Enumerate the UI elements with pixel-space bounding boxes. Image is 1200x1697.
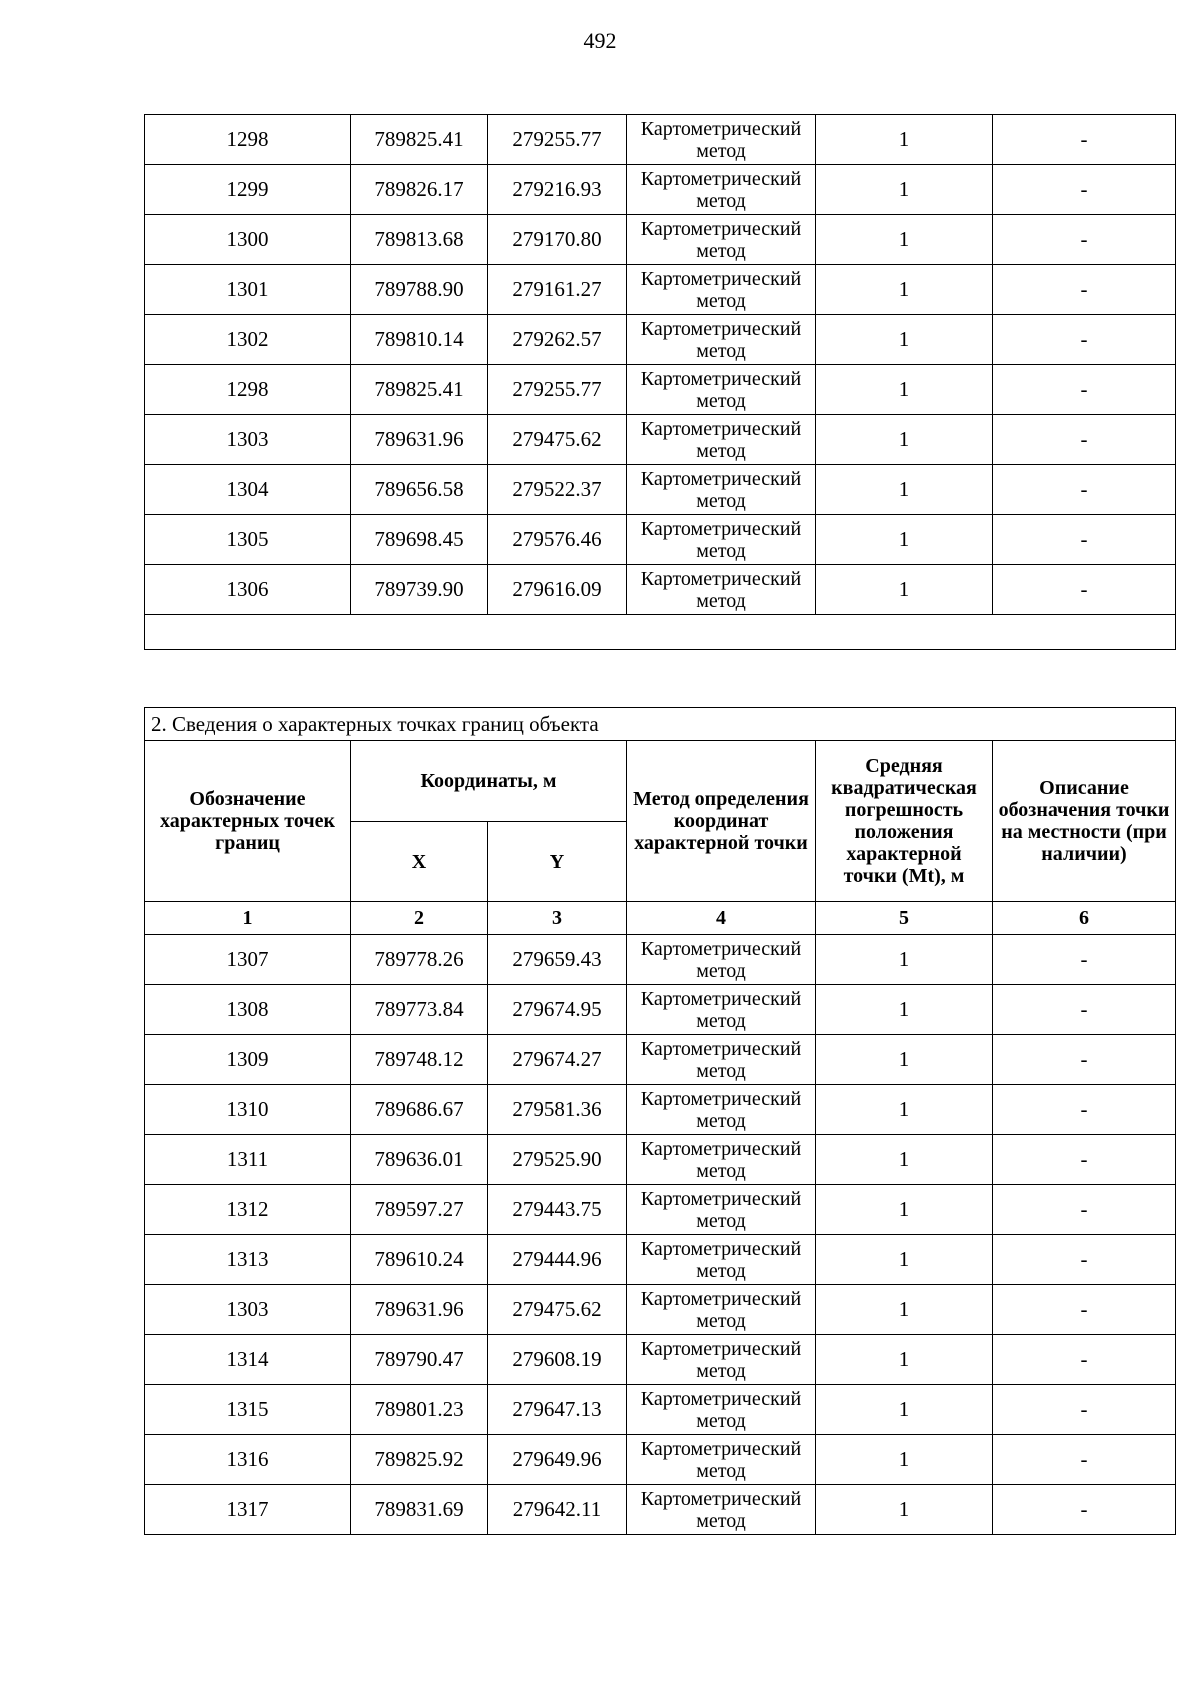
point-id-cell: 1310 xyxy=(145,1085,351,1135)
table-row xyxy=(145,985,1176,1035)
y-coordinate-cell: 279674.27 xyxy=(488,1035,627,1085)
mean-error-cell: 1 xyxy=(816,415,993,465)
mean-error-cell: 1 xyxy=(816,1035,993,1085)
method-cell: Картометрический метод xyxy=(627,415,816,465)
coordinates-table-continued xyxy=(144,114,1176,650)
x-coordinate-cell: 789831.69 xyxy=(351,1485,488,1535)
mean-error-cell: 1 xyxy=(816,1285,993,1335)
point-id-cell: 1301 xyxy=(145,265,351,315)
x-coordinate-cell: 789636.01 xyxy=(351,1135,488,1185)
table-row xyxy=(145,1385,1176,1435)
table-row xyxy=(145,1035,1176,1085)
table-row xyxy=(145,1435,1176,1485)
header-point-designation: Обозначение характерных точек границ xyxy=(145,741,351,902)
header-x: X xyxy=(351,822,488,902)
y-coordinate-cell: 279642.11 xyxy=(488,1485,627,1535)
point-id-cell: 1305 xyxy=(145,515,351,565)
x-coordinate-cell: 789748.12 xyxy=(351,1035,488,1085)
table-row xyxy=(145,365,1176,415)
method-cell: Картометрический метод xyxy=(627,1385,816,1435)
point-id-cell: 1317 xyxy=(145,1485,351,1535)
mean-error-cell: 1 xyxy=(816,1435,993,1485)
description-cell: - xyxy=(993,465,1176,515)
x-coordinate-cell: 789773.84 xyxy=(351,985,488,1035)
boundary-points-table xyxy=(144,707,1176,1535)
y-coordinate-cell: 279522.37 xyxy=(488,465,627,515)
x-coordinate-cell: 789698.45 xyxy=(351,515,488,565)
x-coordinate-cell: 789813.68 xyxy=(351,215,488,265)
mean-error-cell: 1 xyxy=(816,365,993,415)
description-cell: - xyxy=(993,985,1176,1035)
mean-error-cell: 1 xyxy=(816,465,993,515)
coordinates-table-body xyxy=(145,115,1176,650)
mean-error-cell: 1 xyxy=(816,1485,993,1535)
column-number: 3 xyxy=(488,902,627,935)
table-row xyxy=(145,515,1176,565)
description-cell: - xyxy=(993,215,1176,265)
y-coordinate-cell: 279443.75 xyxy=(488,1185,627,1235)
table-row xyxy=(145,1485,1176,1535)
point-id-cell: 1316 xyxy=(145,1435,351,1485)
x-coordinate-cell: 789739.90 xyxy=(351,565,488,615)
mean-error-cell: 1 xyxy=(816,1235,993,1285)
point-id-cell: 1303 xyxy=(145,1285,351,1335)
y-coordinate-cell: 279475.62 xyxy=(488,1285,627,1335)
y-coordinate-cell: 279161.27 xyxy=(488,265,627,315)
method-cell: Картометрический метод xyxy=(627,1335,816,1385)
y-coordinate-cell: 279255.77 xyxy=(488,365,627,415)
column-number: 4 xyxy=(627,902,816,935)
section-title-row xyxy=(145,708,1176,741)
description-cell: - xyxy=(993,115,1176,165)
mean-error-cell: 1 xyxy=(816,265,993,315)
x-coordinate-cell: 789826.17 xyxy=(351,165,488,215)
y-coordinate-cell: 279647.13 xyxy=(488,1385,627,1435)
table-row xyxy=(145,1085,1176,1135)
x-coordinate-cell: 789656.58 xyxy=(351,465,488,515)
mean-error-cell: 1 xyxy=(816,935,993,985)
method-cell: Картометрический метод xyxy=(627,165,816,215)
method-cell: Картометрический метод xyxy=(627,1185,816,1235)
description-cell: - xyxy=(993,1185,1176,1235)
point-id-cell: 1312 xyxy=(145,1185,351,1235)
column-numbers-row xyxy=(145,902,1176,935)
point-id-cell: 1307 xyxy=(145,935,351,985)
description-cell: - xyxy=(993,415,1176,465)
description-cell: - xyxy=(993,1435,1176,1485)
point-id-cell: 1313 xyxy=(145,1235,351,1285)
header-description: Описание обозначения точки на местности (при наличии) xyxy=(993,741,1176,902)
point-id-cell: 1314 xyxy=(145,1335,351,1385)
x-coordinate-cell: 789686.67 xyxy=(351,1085,488,1135)
description-cell: - xyxy=(993,515,1176,565)
y-coordinate-cell: 279608.19 xyxy=(488,1335,627,1385)
table-row xyxy=(145,165,1176,215)
boundary-points-table-body xyxy=(145,935,1176,1535)
table-row xyxy=(145,1135,1176,1185)
x-coordinate-cell: 789631.96 xyxy=(351,1285,488,1335)
x-coordinate-cell: 789825.41 xyxy=(351,365,488,415)
x-coordinate-cell: 789825.92 xyxy=(351,1435,488,1485)
table-row xyxy=(145,1285,1176,1335)
point-id-cell: 1300 xyxy=(145,215,351,265)
mean-error-cell: 1 xyxy=(816,215,993,265)
description-cell: - xyxy=(993,1035,1176,1085)
description-cell: - xyxy=(993,315,1176,365)
y-coordinate-cell: 279262.57 xyxy=(488,315,627,365)
y-coordinate-cell: 279576.46 xyxy=(488,515,627,565)
table-row xyxy=(145,935,1176,985)
method-cell: Картометрический метод xyxy=(627,1085,816,1135)
column-number: 5 xyxy=(816,902,993,935)
point-id-cell: 1298 xyxy=(145,115,351,165)
description-cell: - xyxy=(993,1135,1176,1185)
table-row xyxy=(145,465,1176,515)
table-row xyxy=(145,215,1176,265)
method-cell: Картометрический метод xyxy=(627,935,816,985)
point-id-cell: 1303 xyxy=(145,415,351,465)
header-method: Метод определения координат характерной точки xyxy=(627,741,816,902)
description-cell: - xyxy=(993,1235,1176,1285)
method-cell: Картометрический метод xyxy=(627,985,816,1035)
table-row xyxy=(145,1235,1176,1285)
point-id-cell: 1304 xyxy=(145,465,351,515)
y-coordinate-cell: 279475.62 xyxy=(488,415,627,465)
column-number: 1 xyxy=(145,902,351,935)
description-cell: - xyxy=(993,1085,1176,1135)
point-id-cell: 1315 xyxy=(145,1385,351,1435)
point-id-cell: 1308 xyxy=(145,985,351,1035)
x-coordinate-cell: 789810.14 xyxy=(351,315,488,365)
description-cell: - xyxy=(993,265,1176,315)
point-id-cell: 1298 xyxy=(145,365,351,415)
description-cell: - xyxy=(993,1285,1176,1335)
table-row xyxy=(145,1185,1176,1235)
x-coordinate-cell: 789790.47 xyxy=(351,1335,488,1385)
mean-error-cell: 1 xyxy=(816,1085,993,1135)
column-number: 6 xyxy=(993,902,1176,935)
mean-error-cell: 1 xyxy=(816,565,993,615)
method-cell: Картометрический метод xyxy=(627,265,816,315)
description-cell: - xyxy=(993,935,1176,985)
method-cell: Картометрический метод xyxy=(627,565,816,615)
table-row xyxy=(145,315,1176,365)
x-coordinate-cell: 789597.27 xyxy=(351,1185,488,1235)
method-cell: Картометрический метод xyxy=(627,1485,816,1535)
y-coordinate-cell: 279255.77 xyxy=(488,115,627,165)
section-title: 2. Сведения о характерных точках границ объекта xyxy=(145,708,1176,741)
mean-error-cell: 1 xyxy=(816,985,993,1035)
table-row xyxy=(145,265,1176,315)
method-cell: Картометрический метод xyxy=(627,1035,816,1085)
mean-error-cell: 1 xyxy=(816,1135,993,1185)
y-coordinate-cell: 279170.80 xyxy=(488,215,627,265)
point-id-cell: 1306 xyxy=(145,565,351,615)
mean-error-cell: 1 xyxy=(816,315,993,365)
point-id-cell: 1299 xyxy=(145,165,351,215)
point-id-cell: 1309 xyxy=(145,1035,351,1085)
empty-row xyxy=(145,615,1176,650)
y-coordinate-cell: 279649.96 xyxy=(488,1435,627,1485)
method-cell: Картометрический метод xyxy=(627,515,816,565)
x-coordinate-cell: 789631.96 xyxy=(351,415,488,465)
y-coordinate-cell: 279616.09 xyxy=(488,565,627,615)
y-coordinate-cell: 279216.93 xyxy=(488,165,627,215)
y-coordinate-cell: 279444.96 xyxy=(488,1235,627,1285)
x-coordinate-cell: 789778.26 xyxy=(351,935,488,985)
x-coordinate-cell: 789610.24 xyxy=(351,1235,488,1285)
description-cell: - xyxy=(993,365,1176,415)
method-cell: Картометрический метод xyxy=(627,1135,816,1185)
y-coordinate-cell: 279525.90 xyxy=(488,1135,627,1185)
mean-error-cell: 1 xyxy=(816,1385,993,1435)
header-y: Y xyxy=(488,822,627,902)
method-cell: Картометрический метод xyxy=(627,1435,816,1485)
point-id-cell: 1311 xyxy=(145,1135,351,1185)
table-row xyxy=(145,1335,1176,1385)
empty-cell xyxy=(145,615,1176,650)
point-id-cell: 1302 xyxy=(145,315,351,365)
header-row xyxy=(145,741,1176,822)
mean-error-cell: 1 xyxy=(816,1335,993,1385)
header-coordinates: Координаты, м xyxy=(351,741,627,822)
method-cell: Картометрический метод xyxy=(627,115,816,165)
y-coordinate-cell: 279674.95 xyxy=(488,985,627,1035)
description-cell: - xyxy=(993,165,1176,215)
mean-error-cell: 1 xyxy=(816,1185,993,1235)
y-coordinate-cell: 279581.36 xyxy=(488,1085,627,1135)
y-coordinate-cell: 279659.43 xyxy=(488,935,627,985)
header-mean-error: Средняя квадратическая погрешность положения характерной точки (Mt), м xyxy=(816,741,993,902)
mean-error-cell: 1 xyxy=(816,115,993,165)
description-cell: - xyxy=(993,1385,1176,1435)
description-cell: - xyxy=(993,1485,1176,1535)
method-cell: Картометрический метод xyxy=(627,215,816,265)
x-coordinate-cell: 789788.90 xyxy=(351,265,488,315)
method-cell: Картометрический метод xyxy=(627,315,816,365)
x-coordinate-cell: 789801.23 xyxy=(351,1385,488,1435)
mean-error-cell: 1 xyxy=(816,515,993,565)
page-number: 492 xyxy=(583,28,617,53)
description-cell: - xyxy=(993,565,1176,615)
method-cell: Картометрический метод xyxy=(627,1235,816,1285)
mean-error-cell: 1 xyxy=(816,165,993,215)
method-cell: Картометрический метод xyxy=(627,1285,816,1335)
method-cell: Картометрический метод xyxy=(627,365,816,415)
description-cell: - xyxy=(993,1335,1176,1385)
column-number: 2 xyxy=(351,902,488,935)
table-row xyxy=(145,565,1176,615)
table-row xyxy=(145,415,1176,465)
method-cell: Картометрический метод xyxy=(627,465,816,515)
x-coordinate-cell: 789825.41 xyxy=(351,115,488,165)
table-row xyxy=(145,115,1176,165)
